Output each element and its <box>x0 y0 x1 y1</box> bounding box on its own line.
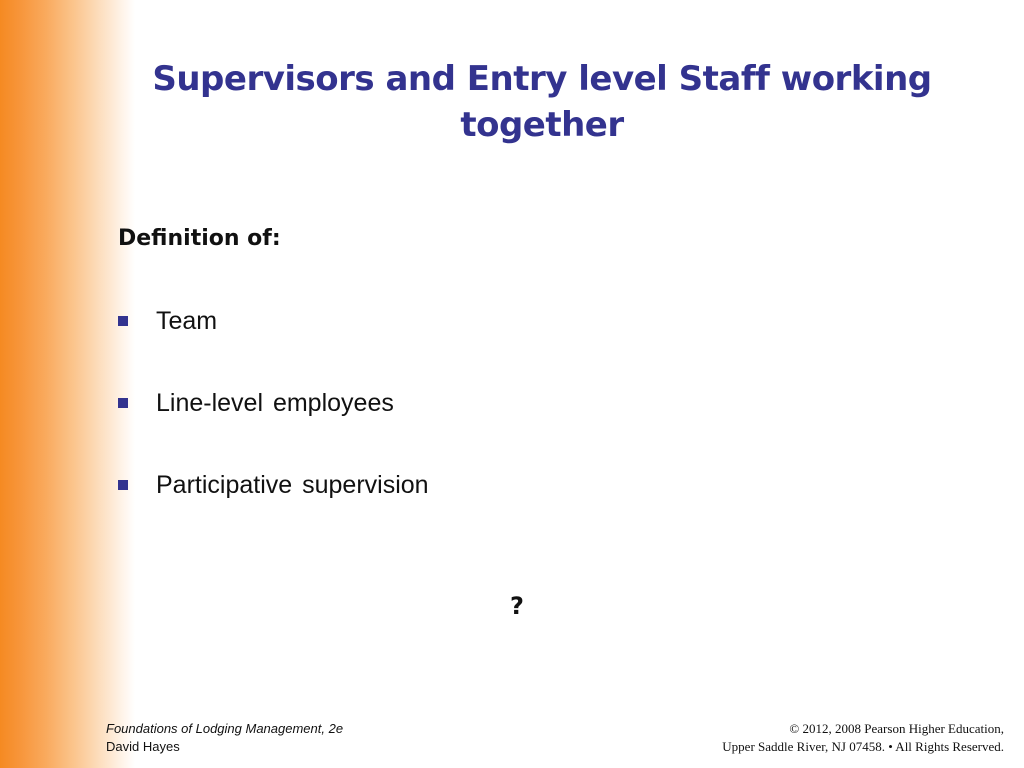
bullet-text: Participative supervision <box>156 471 429 499</box>
footer-copyright <box>722 720 1004 756</box>
bullet-item-team <box>118 302 429 384</box>
square-bullet-icon <box>118 316 128 326</box>
copyright-line-1: © 2012, 2008 Pearson Higher Education, <box>789 721 1004 736</box>
footer-author: David Hayes <box>106 739 180 754</box>
slide-title: Supervisors and Entry level Staff working together <box>152 59 932 145</box>
square-bullet-icon <box>118 398 128 408</box>
definition-heading: Definition of: <box>118 226 281 251</box>
bullet-text: Team <box>156 307 218 335</box>
copyright-line-2: Upper Saddle River, NJ 07458. • All Rights Reserved. <box>722 739 1004 754</box>
footer-book-title: Foundations of Lodging Management, 2e <box>106 721 344 736</box>
bullet-item-line-level-employees <box>118 384 429 466</box>
question-mark: ? <box>510 592 524 620</box>
bullet-item-participative-supervision <box>118 466 429 548</box>
square-bullet-icon <box>118 480 128 490</box>
bullet-list <box>118 302 429 548</box>
bullet-text: Line-level employees <box>156 389 394 417</box>
footer-credits <box>106 720 343 756</box>
